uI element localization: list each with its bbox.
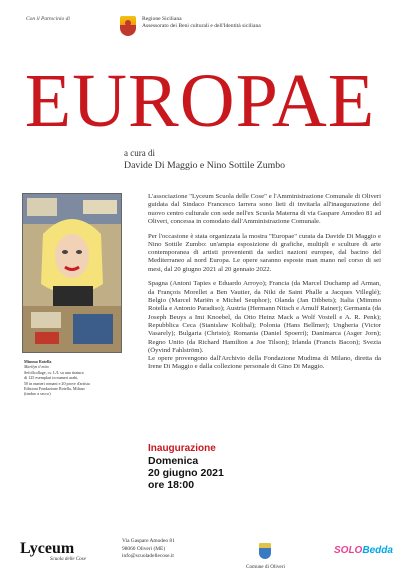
partner-logo-part-a: SOLO: [334, 545, 363, 556]
artwork-caption: [24, 359, 134, 397]
region-block: [142, 16, 261, 30]
caption-line: 50 in numeri romani e 20 prove d'artista: [24, 380, 90, 386]
event-date: 20 giugno 2021: [148, 467, 224, 479]
caption-line: (timbro a secco): [24, 391, 51, 397]
event-day: Domenica: [148, 455, 199, 467]
address-line: Via Gaspare Amodeo 81: [122, 538, 175, 544]
regione-siciliana-crest-icon: [120, 16, 136, 36]
region-department: Assessorato dei Beni culturali e dell'Identità siciliana: [142, 23, 261, 29]
comune-label: Comune di Oliveri: [246, 564, 285, 570]
patronage-label: Con il Patrocinio di: [26, 16, 70, 22]
exhibition-title: EUROPAE: [24, 59, 376, 143]
region-name: Regione Siciliana: [142, 16, 182, 22]
lyceum-logo: Lyceum: [20, 540, 75, 557]
body-paragraph-intro: L'associazione "Lyceum Scuola delle Cose" e l'Amministrazione Comunale di Oliveri guidata dal Sindaco Francesco Iarrera sono lieti di invitarla all'inaugurazione del nuovo centro culturale con sede nell'ex Scuola Materna di via Gaspare Amodeo 81 ad Oliveri, concessa in comodato dall'Amministrazione Comunale.: [148, 193, 381, 225]
body-paragraph-artists: Spagna (Antoni Tapies e Eduardo Arroyo); Francia (da Marcel Duchamp ad Arman, da François Morellet a Ben Vautier, da Niki de Saint Phalle a Jacques Villeglé); Belgio (Marcel Mariën e Michel Seuphor); Olanda (Jan Dibbets); Italia (Mimmo Rotella e Antonio Paradiso); Austria (Hermann Nitsch e Arnulf Rainer); Germania (da Joseph Beuys a Imi Knoebel, da Otto Heinz Mack a Wolf Vostell e A. R. Penk); Repubblica Ceca (Stanislaw Kolibal); Polonia (Hans Bellmer); Ungheria (Victor Vasarely); Bulgaria (Christo); Romania (Daniel Spoerri); Danimarca (Asger Jorn); Regno Unito (da Richard Hamilton a Joe Tilson); Irlanda (Francis Bacon); Svezia (Öyvind Fahlström).: [148, 280, 381, 354]
lyceum-logo-subtitle: Scuola delle Cose: [50, 557, 86, 562]
inauguration-label: Inaugurazione: [148, 443, 216, 454]
comune-oliveri-crest-icon: [259, 543, 271, 559]
inauguration-block: [148, 443, 224, 491]
caption-line: Sefollcollage, cs. L/L su una tiratura: [24, 369, 84, 375]
caption-line: Edizioni Fondazione Rotella, Milano: [24, 386, 85, 392]
email-line: info@scuoladellecose.it: [122, 553, 174, 559]
partner-logo-part-b: Bedda: [362, 545, 393, 556]
event-time: ore 18:00: [148, 479, 195, 491]
caption-title: Marilyn il mito: [24, 364, 49, 370]
caption-artist: Mimmo Rotella: [24, 359, 52, 364]
caption-line: di 125 esemplari in numeri arabi,: [24, 375, 79, 381]
artwork-image: [22, 193, 122, 353]
curators-label: a cura di: [124, 148, 155, 158]
city-line: 98060 Oliveri (ME): [122, 545, 166, 552]
contacts-block: [122, 538, 175, 561]
invitation-body: [148, 193, 381, 378]
body-paragraph-provenance: Le opere provengono dall'Archivio della Fondazione Mudima di Milano, diretta da Irene Di Maggio e dalla collezione personale di Gino Di Maggio.: [148, 355, 381, 371]
partner-logo: [334, 545, 393, 556]
curators-names: Davide Di Maggio e Nino Sottile Zumbo: [124, 160, 286, 171]
body-paragraph-exhibition: Per l'occasione è stata organizzata la mostra "Europae" curata da Davide Di Maggio e Nino Sottile Zumbo: un'ampia esposizione di grafiche, multipli e sculture di arte contemporanea di artisti provenienti da sedici nazioni europee, dal bacino del Mediterraneo al nord Europa. Le opere saranno esposte man mano nel corso di sei mesi, dal 20 giugno 2021 al 20 gennaio 2022.: [148, 232, 381, 273]
